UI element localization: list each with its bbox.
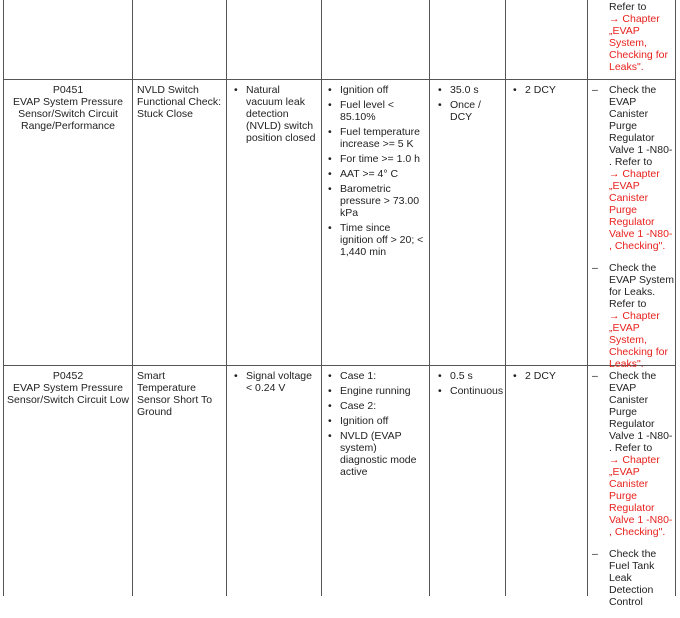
table-row — [4, 370, 132, 406]
action-text: Regulator — [609, 418, 655, 430]
time-required — [436, 370, 502, 400]
chapter-link[interactable]: Leaks". — [609, 358, 644, 370]
chapter-link[interactable]: Canister — [609, 192, 649, 204]
malfunction-criteria — [232, 370, 318, 397]
action-text: EVAP System — [609, 274, 674, 286]
chapter-link[interactable]: → Chapter — [609, 454, 660, 466]
condition-item: • Ignition off — [326, 84, 426, 96]
condition-item: • Fuel level < 85.10% — [326, 99, 426, 123]
action-text: – Check the — [609, 370, 657, 382]
time-required — [436, 84, 502, 126]
action-text: – Check the — [609, 84, 657, 96]
action-text: for Leaks. — [609, 286, 656, 298]
mil-item: • 2 DCY — [511, 370, 583, 382]
condition-item: • Ignition off — [326, 415, 426, 427]
action-text: – Check the — [609, 262, 657, 274]
chapter-link[interactable]: , Checking". — [609, 240, 666, 252]
mil-illumination — [511, 84, 583, 99]
chapter-link[interactable]: „EVAP — [609, 180, 640, 192]
function-text: Ground — [137, 406, 173, 418]
action-text: Valve 1 -N80- — [609, 430, 673, 442]
function-text: NVLD Switch — [137, 84, 199, 96]
dtc-description: Range/Performance — [21, 120, 115, 132]
chapter-link[interactable]: „EVAP — [609, 466, 640, 478]
action-text: Control — [609, 596, 643, 608]
time-item: • Continuous — [436, 385, 502, 397]
action-link[interactable]: System, — [609, 37, 647, 49]
monitor-function — [137, 370, 225, 418]
repair-actions — [592, 84, 675, 380]
dtc-description: EVAP System Pressure — [13, 96, 123, 108]
dtc-description: Sensor/Switch Circuit — [18, 108, 118, 120]
action-text: Fuel Tank — [609, 560, 655, 572]
chapter-link[interactable]: → Chapter — [609, 168, 660, 180]
action-text: Valve 1 -N80- — [609, 144, 673, 156]
chapter-link[interactable]: Checking for — [609, 346, 668, 358]
action-text: . Refer to — [609, 156, 653, 168]
action-text: – Check the — [609, 548, 657, 560]
enable-conditions — [326, 84, 426, 261]
function-text: Sensor Short To — [137, 394, 213, 406]
action-link[interactable]: → Chapter — [609, 13, 660, 25]
condition-item: • For time >= 1.0 h — [326, 153, 426, 165]
action-text: EVAP — [609, 96, 637, 108]
chapter-link[interactable]: Purge — [609, 490, 638, 502]
malfunction-criteria — [232, 84, 318, 147]
repair-actions — [592, 370, 675, 618]
column-divider — [587, 0, 588, 596]
dtc-description: EVAP System Pressure — [13, 382, 123, 394]
action-item — [592, 370, 675, 538]
enable-conditions — [326, 370, 426, 481]
action-text: Canister — [609, 108, 649, 120]
time-item: • 0.5 s — [436, 370, 502, 382]
action-text: Detection — [609, 584, 654, 596]
mil-item: • 2 DCY — [511, 84, 583, 96]
column-divider — [226, 0, 227, 596]
condition-item: • Engine running — [326, 385, 426, 397]
action-item — [592, 262, 675, 370]
action-link[interactable]: Checking for — [609, 49, 668, 61]
chapter-link[interactable]: System, — [609, 334, 647, 346]
condition-item: • NVLD (EVAP system) diagnostic mode active — [326, 430, 426, 478]
chapter-link[interactable]: Valve 1 -N80- — [609, 228, 673, 240]
action-link[interactable]: „EVAP — [609, 25, 640, 37]
dtc-code: P0451 — [52, 84, 84, 96]
action-text: Purge — [609, 406, 638, 418]
column-divider — [429, 0, 430, 596]
action-text: Refer to — [609, 298, 647, 310]
function-text: Smart Temperature — [137, 370, 196, 394]
action-text: Leak — [609, 572, 632, 584]
dtc-description: Sensor/Switch Circuit Low — [7, 394, 129, 406]
row-divider — [3, 79, 675, 80]
criteria-item: • Natural vacuum leak detection (NVLD) switch position closed — [232, 84, 318, 144]
action-text: Refer to — [609, 1, 647, 13]
row-divider — [3, 365, 675, 366]
table-row — [4, 84, 132, 132]
action-text: . Refer to — [609, 442, 653, 454]
action-text: Regulator — [609, 132, 655, 144]
action-item — [592, 548, 675, 608]
condition-item: • AAT >= 4° C — [326, 168, 426, 180]
action-text: Canister — [609, 394, 649, 406]
action-text: EVAP — [609, 382, 637, 394]
chapter-link[interactable]: , Checking". — [609, 526, 666, 538]
chapter-link[interactable]: Regulator — [609, 502, 655, 514]
dtc-code: P0452 — [52, 370, 84, 382]
condition-item: • Case 1: — [326, 370, 426, 382]
action-text: Purge — [609, 120, 638, 132]
column-divider — [505, 0, 506, 596]
criteria-item: • Signal voltage < 0.24 V — [232, 370, 318, 394]
action-link[interactable]: Leaks". — [609, 61, 644, 73]
function-text: Functional Check: — [137, 96, 222, 108]
chapter-link[interactable]: Purge — [609, 204, 638, 216]
function-text: Stuck Close — [137, 108, 194, 120]
chapter-link[interactable]: „EVAP — [609, 322, 640, 334]
time-item: • Once / DCY — [436, 99, 502, 123]
column-divider — [321, 0, 322, 596]
chapter-link[interactable]: → Chapter — [609, 310, 660, 322]
condition-item: • Fuel temperature increase >= 5 K — [326, 126, 426, 150]
previous-row-action — [609, 1, 675, 73]
condition-item: • Barometric pressure > 73.00 kPa — [326, 183, 426, 219]
chapter-link[interactable]: Valve 1 -N80- — [609, 514, 673, 526]
condition-item: • Time since ignition off > 20; < 1,440 min — [326, 222, 426, 258]
condition-item: • Case 2: — [326, 400, 426, 412]
action-item — [592, 84, 675, 252]
time-item: • 35.0 s — [436, 84, 502, 96]
chapter-link[interactable]: Canister — [609, 478, 649, 490]
mil-illumination — [511, 370, 583, 385]
column-divider — [132, 0, 133, 596]
chapter-link[interactable]: Regulator — [609, 216, 655, 228]
monitor-function — [137, 84, 225, 120]
